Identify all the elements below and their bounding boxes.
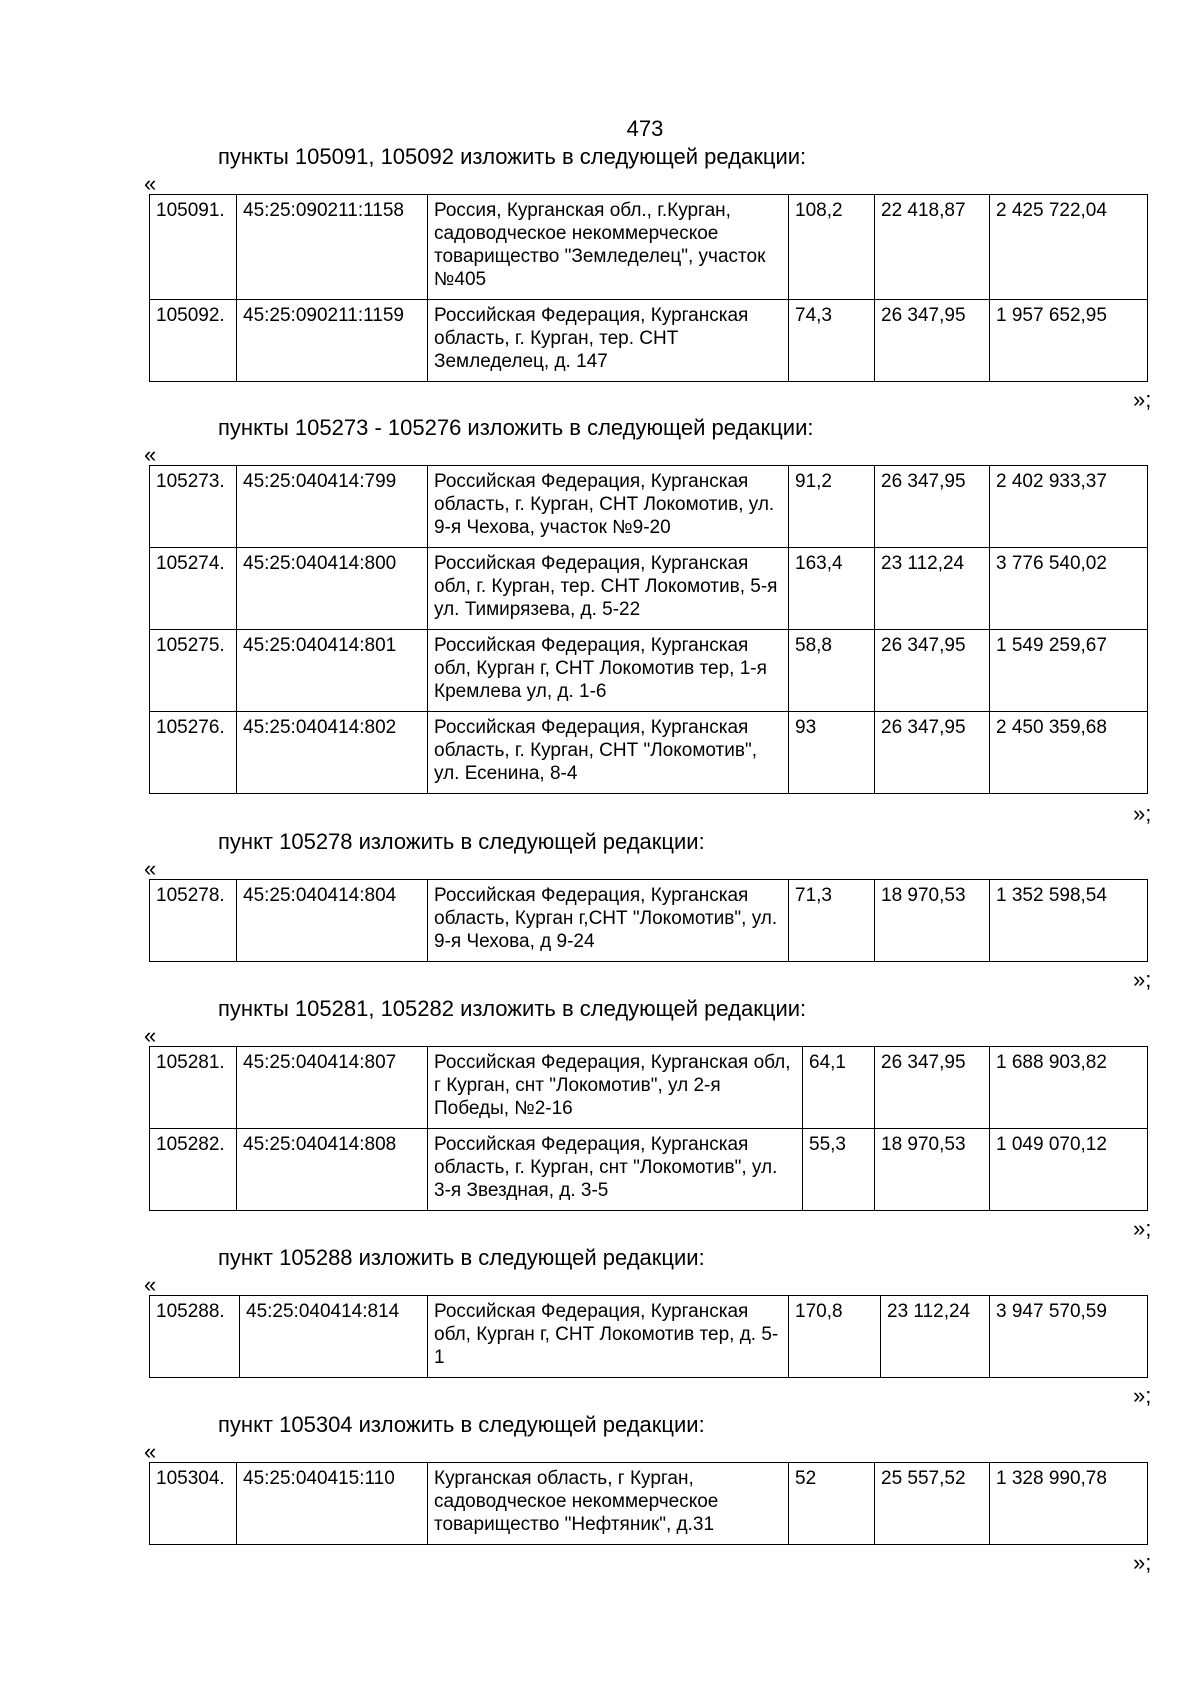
section-heading: пункт 105304 изложить в следующей редакции: <box>218 1412 705 1437</box>
item-number: 105288. <box>150 1296 240 1378</box>
total-value: 2 425 722,04 <box>990 195 1148 300</box>
address: Курганская область, г Курган, садоводческое некоммерческое товарищество "Нефтяник", д.31 <box>428 1463 789 1545</box>
cadastral-number: 45:25:040414:808 <box>237 1129 428 1211</box>
table-row <box>150 712 1148 794</box>
address: Российская Федерация, Курганская обл, г. Курган, тер. СНТ Локомотив, 5-я ул. Тимирязева, д. 5-22 <box>428 548 789 630</box>
total-value: 1 049 070,12 <box>990 1129 1148 1211</box>
address: Российская Федерация, Курганская обл, г Курган, снт "Локомотив", ул 2-я Победы, №2-16 <box>428 1047 803 1129</box>
property-table <box>149 879 1148 962</box>
total-value: 2 402 933,37 <box>990 466 1148 548</box>
total-value: 2 450 359,68 <box>990 712 1148 794</box>
item-number: 105091. <box>150 195 237 300</box>
table-row <box>150 466 1148 548</box>
property-table <box>149 1295 1148 1378</box>
area: 91,2 <box>789 466 875 548</box>
address: Российская Федерация, Курганская область, г. Курган, снт "Локомотив", ул. 3-я Звездная, д. 3-5 <box>428 1129 803 1211</box>
section-heading: пункт 105288 изложить в следующей редакции: <box>218 1245 705 1270</box>
section-heading: пункты 105273 - 105276 изложить в следующей редакции: <box>218 415 814 440</box>
section-heading: пункты 105091, 105092 изложить в следующей редакции: <box>218 144 807 169</box>
unit-price: 23 112,24 <box>875 548 990 630</box>
table-row <box>150 195 1148 300</box>
table-row <box>150 1296 1148 1378</box>
open-quote: « <box>144 1023 157 1048</box>
area: 108,2 <box>789 195 875 300</box>
cadastral-number: 45:25:040415:110 <box>237 1463 428 1545</box>
item-number: 105278. <box>150 880 237 962</box>
address: Российская Федерация, Курганская область, г. Курган, тер. СНТ Земледелец, д. 147 <box>428 300 789 382</box>
area: 163,4 <box>789 548 875 630</box>
open-quote: « <box>144 442 157 467</box>
total-value: 1 957 652,95 <box>990 300 1148 382</box>
area: 93 <box>789 712 875 794</box>
close-quote: »; <box>1133 1216 1152 1241</box>
unit-price: 23 112,24 <box>881 1296 990 1378</box>
address: Россия, Курганская обл., г.Курган, садоводческое некоммерческое товарищество "Земледелец", участок №405 <box>428 195 789 300</box>
cadastral-number: 45:25:090211:1158 <box>237 195 428 300</box>
area: 64,1 <box>803 1047 875 1129</box>
unit-price: 18 970,53 <box>875 1129 990 1211</box>
property-table <box>149 465 1148 794</box>
item-number: 105304. <box>150 1463 237 1545</box>
table-row <box>150 1129 1148 1211</box>
section-heading: пункт 105278 изложить в следующей редакции: <box>218 829 705 854</box>
table-row <box>150 630 1148 712</box>
table-row <box>150 548 1148 630</box>
address: Российская Федерация, Курганская область, г. Курган, СНТ Локомотив, ул. 9-я Чехова, участок №9-20 <box>428 466 789 548</box>
cadastral-number: 45:25:040414:800 <box>237 548 428 630</box>
area: 55,3 <box>803 1129 875 1211</box>
address: Российская Федерация, Курганская область, Курган г,СНТ "Локомотив", ул. 9-я Чехова, д 9-24 <box>428 880 789 962</box>
section-heading: пункты 105281, 105282 изложить в следующей редакции: <box>218 996 807 1021</box>
cadastral-number: 45:25:090211:1159 <box>237 300 428 382</box>
area: 170,8 <box>789 1296 881 1378</box>
area: 58,8 <box>789 630 875 712</box>
address: Российская Федерация, Курганская обл, Курган г, СНТ Локомотив тер, 1-я Кремлева ул, д. 1-6 <box>428 630 789 712</box>
cadastral-number: 45:25:040414:814 <box>240 1296 428 1378</box>
table-row <box>150 1463 1148 1545</box>
close-quote: »; <box>1133 1550 1152 1575</box>
item-number: 105092. <box>150 300 237 382</box>
cadastral-number: 45:25:040414:807 <box>237 1047 428 1129</box>
total-value: 1 328 990,78 <box>990 1463 1148 1545</box>
item-number: 105276. <box>150 712 237 794</box>
item-number: 105282. <box>150 1129 237 1211</box>
close-quote: »; <box>1133 967 1152 992</box>
close-quote: »; <box>1133 801 1152 826</box>
cadastral-number: 45:25:040414:799 <box>237 466 428 548</box>
open-quote: « <box>144 1272 157 1297</box>
area: 74,3 <box>789 300 875 382</box>
total-value: 3 947 570,59 <box>990 1296 1148 1378</box>
property-table <box>149 194 1148 382</box>
property-table <box>149 1462 1148 1545</box>
unit-price: 26 347,95 <box>875 630 990 712</box>
table-row <box>150 1047 1148 1129</box>
unit-price: 26 347,95 <box>875 300 990 382</box>
open-quote: « <box>144 856 157 881</box>
total-value: 1 688 903,82 <box>990 1047 1148 1129</box>
cadastral-number: 45:25:040414:802 <box>237 712 428 794</box>
total-value: 1 352 598,54 <box>990 880 1148 962</box>
cadastral-number: 45:25:040414:801 <box>237 630 428 712</box>
unit-price: 26 347,95 <box>875 712 990 794</box>
table-row <box>150 880 1148 962</box>
unit-price: 18 970,53 <box>875 880 990 962</box>
total-value: 1 549 259,67 <box>990 630 1148 712</box>
close-quote: »; <box>1133 387 1152 412</box>
cadastral-number: 45:25:040414:804 <box>237 880 428 962</box>
area: 52 <box>789 1463 875 1545</box>
unit-price: 25 557,52 <box>875 1463 990 1545</box>
total-value: 3 776 540,02 <box>990 548 1148 630</box>
table-row <box>150 300 1148 382</box>
property-table <box>149 1046 1148 1211</box>
open-quote: « <box>144 171 157 196</box>
address: Российская Федерация, Курганская область, г. Курган, СНТ "Локомотив", ул. Есенина, 8-4 <box>428 712 789 794</box>
item-number: 105281. <box>150 1047 237 1129</box>
open-quote: « <box>144 1439 157 1464</box>
unit-price: 26 347,95 <box>875 1047 990 1129</box>
unit-price: 22 418,87 <box>875 195 990 300</box>
address: Российская Федерация, Курганская обл, Курган г, СНТ Локомотив тер, д. 5-1 <box>428 1296 789 1378</box>
area: 71,3 <box>789 880 875 962</box>
page-number: 473 <box>626 116 664 141</box>
unit-price: 26 347,95 <box>875 466 990 548</box>
item-number: 105273. <box>150 466 237 548</box>
item-number: 105274. <box>150 548 237 630</box>
close-quote: »; <box>1133 1383 1152 1408</box>
item-number: 105275. <box>150 630 237 712</box>
